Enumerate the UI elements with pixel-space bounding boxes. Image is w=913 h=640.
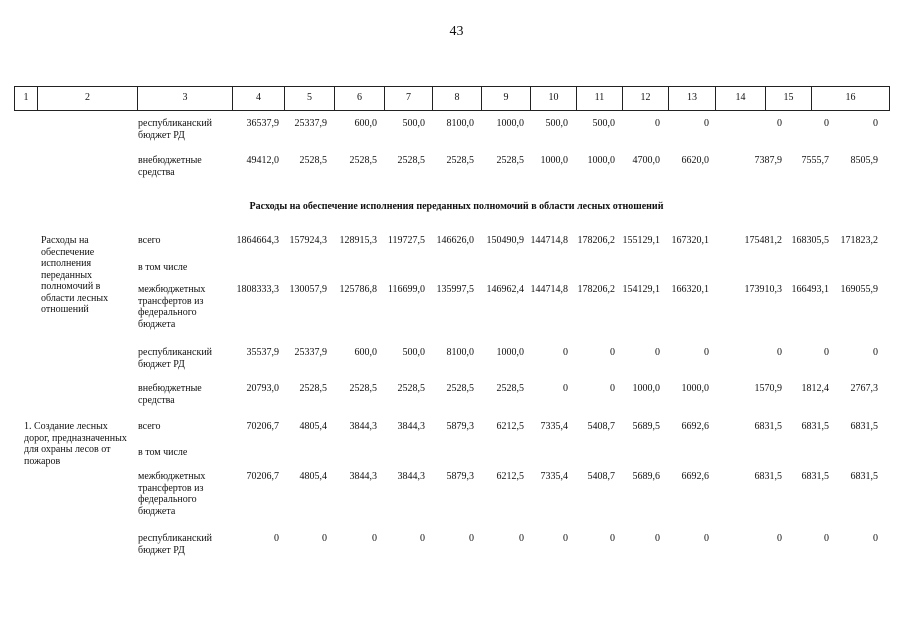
cell-col-4: 1808333,3 [236,284,279,295]
cell-col-11: 500,0 [592,118,615,129]
header-col-10: 10 [530,86,576,110]
cell-col-13: 6620,0 [681,155,709,166]
cell-col-4: 1864664,3 [236,235,279,246]
row-source-label: межбюджетных трансфертов из федерального бюджета [138,284,206,330]
cell-col-12: 155129,1 [622,235,660,246]
cell-col-14: 175481,2 [744,235,782,246]
header-col-7: 7 [384,86,432,110]
cell-col-11: 1000,0 [587,155,615,166]
cell-col-14: 0 [777,347,782,358]
cell-col-8: 5879,3 [446,421,474,432]
cell-col-14: 7387,9 [754,155,782,166]
header-col-12: 12 [622,86,668,110]
cell-col-5: 130057,9 [289,284,327,295]
cell-col-16: 0 [873,347,878,358]
cell-col-10: 0 [563,347,568,358]
cell-col-6: 125786,8 [339,284,377,295]
cell-col-7: 500,0 [402,118,425,129]
cell-col-13: 0 [704,118,709,129]
cell-col-7: 0 [420,533,425,544]
cell-col-8: 8100,0 [446,118,474,129]
cell-col-16: 171823,2 [840,235,878,246]
cell-col-6: 600,0 [354,118,377,129]
header-col-4: 4 [232,86,284,110]
cell-col-7: 500,0 [402,347,425,358]
cell-col-8: 135997,5 [436,284,474,295]
cell-col-11: 0 [610,383,615,394]
row-source-label: внебюджетные средства [138,155,202,178]
cell-col-5: 25337,9 [294,118,327,129]
page-number: 43 [449,24,464,39]
cell-col-16: 0 [873,533,878,544]
cell-col-5: 2528,5 [299,383,327,394]
cell-col-6: 0 [372,533,377,544]
cell-col-5: 0 [322,533,327,544]
cell-col-15: 0 [824,347,829,358]
cell-col-13: 1000,0 [681,383,709,394]
cell-col-10: 0 [563,383,568,394]
cell-col-13: 0 [704,533,709,544]
cell-col-7: 116699,0 [387,284,425,295]
cell-col-13: 167320,1 [671,235,709,246]
cell-col-15: 6831,5 [801,471,829,482]
cell-col-12: 5689,5 [632,421,660,432]
header-col-2: 2 [37,86,137,110]
cell-col-6: 600,0 [354,347,377,358]
row-source-label: внебюджетные средства [138,383,202,406]
cell-col-9: 1000,0 [496,118,524,129]
cell-col-11: 0 [610,533,615,544]
cell-col-16: 0 [873,118,878,129]
cell-col-11: 0 [610,347,615,358]
cell-col-9: 2528,5 [496,383,524,394]
cell-col-10: 144714,8 [530,235,568,246]
cell-col-8: 8100,0 [446,347,474,358]
cell-col-16: 2767,3 [850,383,878,394]
header-col-11: 11 [576,86,622,110]
cell-col-6: 2528,5 [349,155,377,166]
cell-col-8: 5879,3 [446,471,474,482]
header-col-14: 14 [715,86,765,110]
header-col-9: 9 [481,86,530,110]
cell-col-15: 168305,5 [791,235,829,246]
cell-col-10: 144714,8 [530,284,568,295]
cell-col-9: 0 [519,533,524,544]
section-title: Расходы на обеспечение исполнения переданных полномочий в области лесных отношений [249,201,664,212]
cell-col-12: 0 [655,118,660,129]
cell-col-6: 3844,3 [349,421,377,432]
cell-col-10: 0 [563,533,568,544]
cell-col-5: 4805,4 [299,471,327,482]
cell-col-9: 6212,5 [496,471,524,482]
header-col-16: 16 [811,86,890,110]
header-col-15: 15 [765,86,811,110]
cell-col-15: 6831,5 [801,421,829,432]
cell-col-10: 1000,0 [540,155,568,166]
cell-col-13: 6692,6 [681,421,709,432]
cell-col-16: 6831,5 [850,421,878,432]
cell-col-15: 166493,1 [791,284,829,295]
cell-col-6: 2528,5 [349,383,377,394]
cell-col-5: 2528,5 [299,155,327,166]
header-bottom-border [14,110,890,111]
cell-col-9: 2528,5 [496,155,524,166]
cell-col-9: 150490,9 [486,235,524,246]
cell-col-7: 3844,3 [397,421,425,432]
cell-col-15: 7555,7 [801,155,829,166]
cell-col-15: 0 [824,118,829,129]
cell-col-8: 2528,5 [446,383,474,394]
header-col-5: 5 [284,86,334,110]
header-col-13: 13 [668,86,715,110]
cell-col-8: 146626,0 [436,235,474,246]
row-source-label: всего [138,235,161,246]
cell-col-7: 2528,5 [397,383,425,394]
cell-col-8: 2528,5 [446,155,474,166]
row-source-label: всего [138,421,161,432]
row-source-label: республиканский бюджет РД [138,533,213,556]
cell-col-12: 4700,0 [632,155,660,166]
cell-col-11: 178206,2 [577,235,615,246]
cell-col-11: 178206,2 [577,284,615,295]
cell-col-9: 6212,5 [496,421,524,432]
row-source-label: в том числе [138,447,188,458]
cell-col-16: 8505,9 [850,155,878,166]
cell-col-14: 173910,3 [744,284,782,295]
cell-col-12: 0 [655,347,660,358]
cell-col-4: 35537,9 [246,347,279,358]
cell-col-12: 1000,0 [632,383,660,394]
cell-col-14: 6831,5 [754,421,782,432]
cell-col-12: 154129,1 [622,284,660,295]
cell-col-11: 5408,7 [587,471,615,482]
cell-col-16: 6831,5 [850,471,878,482]
cell-col-12: 0 [655,533,660,544]
cell-col-8: 0 [469,533,474,544]
cell-col-14: 0 [777,118,782,129]
cell-col-7: 2528,5 [397,155,425,166]
cell-col-4: 70206,7 [246,421,279,432]
cell-col-13: 166320,1 [671,284,709,295]
cell-col-7: 3844,3 [397,471,425,482]
header-col-3: 3 [137,86,232,110]
cell-col-12: 5689,6 [632,471,660,482]
cell-col-9: 146962,4 [486,284,524,295]
row-activity-label: Расходы на обеспечение исполнения переданных полномочий в области лесных отношений [41,235,109,315]
cell-col-9: 1000,0 [496,347,524,358]
header-col-6: 6 [334,86,384,110]
cell-col-15: 1812,4 [801,383,829,394]
cell-col-4: 0 [274,533,279,544]
cell-col-4: 20793,0 [246,383,279,394]
cell-col-4: 49412,0 [246,155,279,166]
cell-col-14: 6831,5 [754,471,782,482]
header-col-1: 1 [14,86,37,110]
cell-col-13: 0 [704,347,709,358]
cell-col-10: 7335,4 [540,421,568,432]
cell-col-10: 7335,4 [540,471,568,482]
cell-col-5: 157924,3 [289,235,327,246]
row-source-label: в том числе [138,262,188,273]
row-source-label: межбюджетных трансфертов из федерального бюджета [138,471,206,517]
cell-col-13: 6692,6 [681,471,709,482]
cell-col-14: 1570,9 [754,383,782,394]
row-source-label: республиканский бюджет РД [138,347,213,370]
cell-col-14: 0 [777,533,782,544]
cell-col-10: 500,0 [545,118,568,129]
cell-col-5: 4805,4 [299,421,327,432]
cell-col-4: 70206,7 [246,471,279,482]
cell-col-16: 169055,9 [840,284,878,295]
cell-col-6: 3844,3 [349,471,377,482]
cell-col-7: 119727,5 [387,235,425,246]
row-source-label: республиканский бюджет РД [138,118,213,141]
cell-col-6: 128915,3 [339,235,377,246]
cell-col-11: 5408,7 [587,421,615,432]
row-activity-label: 1. Создание лесных дорог, предназначенных для охраны лесов от пожаров [24,421,127,467]
cell-col-4: 36537,9 [246,118,279,129]
cell-col-5: 25337,9 [294,347,327,358]
cell-col-15: 0 [824,533,829,544]
header-col-8: 8 [432,86,481,110]
